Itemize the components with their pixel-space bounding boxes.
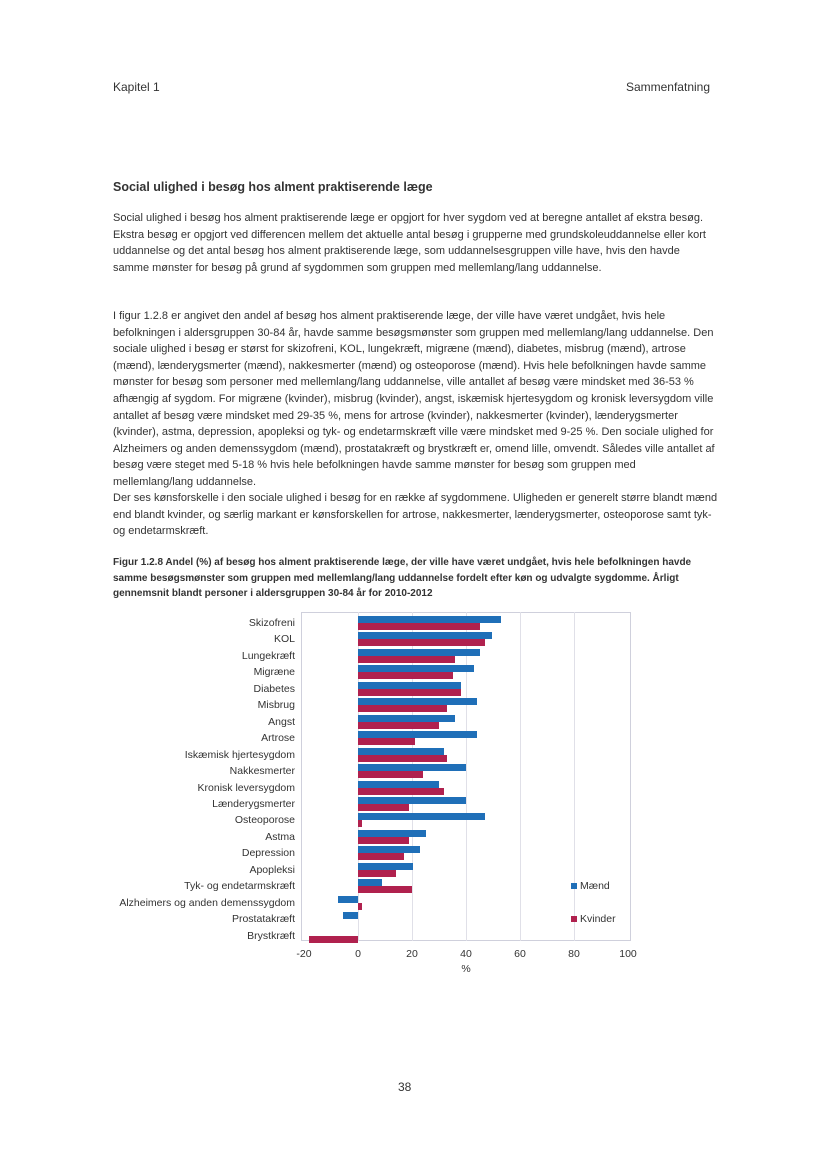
- x-tick-label: -20: [296, 948, 312, 960]
- figure-caption: Figur 1.2.8 Andel (%) af besøg hos alment praktiserende læge, der ville have været undgået, hvis hele befolkningen havde samme besøgsmønster som gruppen med mellemlang/lang uddannelse fordelt efter køn og udvalgte sygdomme. Årligt gennemsnit blandt personer i aldersgruppen 30-84 år for 2010-2012: [113, 557, 692, 599]
- section-header: Sammenfatning: [625, 80, 710, 94]
- bar-kvinder: [358, 788, 444, 795]
- category-label: Brystkræft: [247, 929, 295, 942]
- category-label: Misbrug: [257, 699, 295, 712]
- bar-maend: [358, 698, 477, 705]
- chapter-header: Kapitel 1: [113, 80, 160, 94]
- x-tick-label: 100: [619, 948, 637, 960]
- legend-label: Kvinder: [580, 913, 616, 925]
- category-label: Osteoporose: [234, 814, 295, 827]
- bar-maend: [358, 797, 466, 804]
- x-tick-label: 20: [406, 948, 418, 960]
- bar-maend: [358, 863, 413, 870]
- bar-maend: [358, 830, 426, 837]
- paragraph-3: Der ses kønsforskelle i den sociale ulighed i besøg for en række af sygdommene. Uligheden er generelt større blandt mænd end blandt kvinder, og særlig markant er kønsforskellen for artrose, nakkesmerter, lænderygsmerter, osteoporose samt tyk- og endetarmskræft.: [113, 492, 718, 538]
- section-title: Social ulighed i besøg hos alment praktiserende læge: [113, 180, 433, 194]
- x-axis-label: %: [461, 963, 471, 975]
- bar-kvinder: [358, 820, 362, 827]
- legend-label: Mænd: [580, 880, 610, 892]
- bar-maend: [358, 682, 461, 689]
- bar-maend: [343, 912, 358, 919]
- category-label: Tyk- og endetarmskræft: [184, 880, 295, 893]
- bar-maend: [358, 665, 474, 672]
- bar-kvinder: [358, 804, 409, 811]
- bar-maend: [358, 846, 420, 853]
- bar-maend: [358, 764, 466, 771]
- bar-kvinder: [358, 623, 480, 630]
- bar-maend: [358, 715, 455, 722]
- category-label: Angst: [268, 715, 295, 728]
- category-label: Kronisk leversygdom: [197, 781, 295, 794]
- category-label: Skizofreni: [248, 617, 295, 629]
- category-label: Apopleksi: [249, 863, 295, 876]
- category-label: Migræne: [253, 666, 295, 679]
- category-label: Lungekræft: [241, 649, 295, 662]
- bar-maend: [358, 616, 501, 623]
- bar-maend: [358, 879, 382, 886]
- x-tick-label: 40: [460, 948, 472, 960]
- bar-maend: [358, 781, 439, 788]
- legend-swatch-icon: [571, 916, 577, 922]
- bar-kvinder: [309, 936, 358, 943]
- legend-swatch-icon: [571, 883, 577, 889]
- category-label: Diabetes: [253, 682, 295, 695]
- bar-kvinder: [358, 689, 461, 696]
- bar-kvinder: [358, 656, 455, 663]
- category-label: Lænderygsmerter: [212, 797, 295, 810]
- bar-maend: [338, 896, 358, 903]
- bar-maend: [358, 748, 444, 755]
- bar-kvinder: [358, 755, 447, 762]
- page-number: 38: [398, 1080, 412, 1094]
- category-label: Prostatakræft: [231, 913, 295, 926]
- category-label: Nakkesmerter: [229, 765, 295, 778]
- x-tick-label: 80: [568, 948, 580, 960]
- x-tick-label: 0: [355, 948, 361, 960]
- bar-kvinder: [358, 870, 396, 877]
- bar-kvinder: [358, 722, 439, 729]
- gridline: [520, 612, 521, 941]
- legend-kvinder: [571, 913, 616, 925]
- bar-kvinder: [358, 853, 404, 860]
- category-label: Artrose: [261, 732, 295, 745]
- paragraph-1: Social ulighed i besøg hos alment praktiserende læge er opgjort for hver sygdom ved at beregne antallet af ekstra besøg. Ekstra besøg er opgjort ved differencen mellem det aktuelle antal besøg i grupperne med grundskoleuddannelse eller kort uddannelse og det antal besøg hos alment praktiserende læge, som uddannelsesgruppen ville have, hvis den havde samme mønster for besøg på grund af sygdommen som gruppen med mellemlang/lang uddannelse.: [113, 212, 706, 274]
- legend-maend: [571, 880, 610, 892]
- bar-maend: [358, 632, 492, 639]
- bar-kvinder: [358, 837, 409, 844]
- bar-maend: [358, 813, 485, 820]
- category-label: KOL: [273, 633, 295, 646]
- bar-maend: [358, 649, 480, 656]
- x-tick-label: 60: [514, 948, 526, 960]
- bar-maend: [358, 731, 477, 738]
- gridline: [466, 612, 467, 941]
- bar-kvinder: [358, 705, 447, 712]
- category-label: Alzheimers og anden demenssygdom: [119, 896, 295, 909]
- bar-kvinder: [358, 903, 362, 910]
- paragraph-2: I figur 1.2.8 er angivet den andel af besøg hos alment praktiserende læge, der ville have været undgået, hvis hele befolkningen i aldersgruppen 30-84 år, havde samme besøgsmønster som gruppen med mellemlang/lang uddannelse. Den sociale ulighed i besøg er størst for skizofreni, KOL, lungekræft, migræne (mænd), diabetes, misbrug (mænd), artrose (mænd), lænderygsmerter (mænd), nakkesmerter (mænd) og osteoporose (mænd). Hvis hele befolkningen havde samme mønster for besøg som personer med mellemlang/lang uddannelse, ville antallet af besøg være mindsket med 36-53 % afhængig af sygdom. For migræne (kvinder), misbrug (kvinder), angst, iskæmisk hjertesygdom og kronisk leversygdom ville antallet af besøg være mindsket med 29-35 %, mens for artrose (kvinder), nakkesmerter (kvinder), lænderygsmerter (kvinder), astma, depression, apopleksi og tyk- og endetarmskræft ville være mindsket med 9-25 %. Den sociale ulighed for Alzheimers og anden demenssygdom (mænd), prostatakræft og brystkræft er, omend lille, omvendt. Således ville antallet af besøg være steget med 5-18 % hvis hele befolkningen havde samme mønster for besøg som gruppen med mellemlang/lang uddannelse.: [113, 310, 715, 488]
- category-label: Iskæmisk hjertesygdom: [184, 748, 295, 761]
- bar-kvinder: [358, 672, 453, 679]
- bar-kvinder: [358, 886, 412, 893]
- category-label: Astma: [265, 830, 295, 843]
- bar-kvinder: [358, 639, 485, 646]
- bar-kvinder: [358, 771, 423, 778]
- bar-kvinder: [358, 738, 415, 745]
- category-label: Depression: [241, 847, 295, 860]
